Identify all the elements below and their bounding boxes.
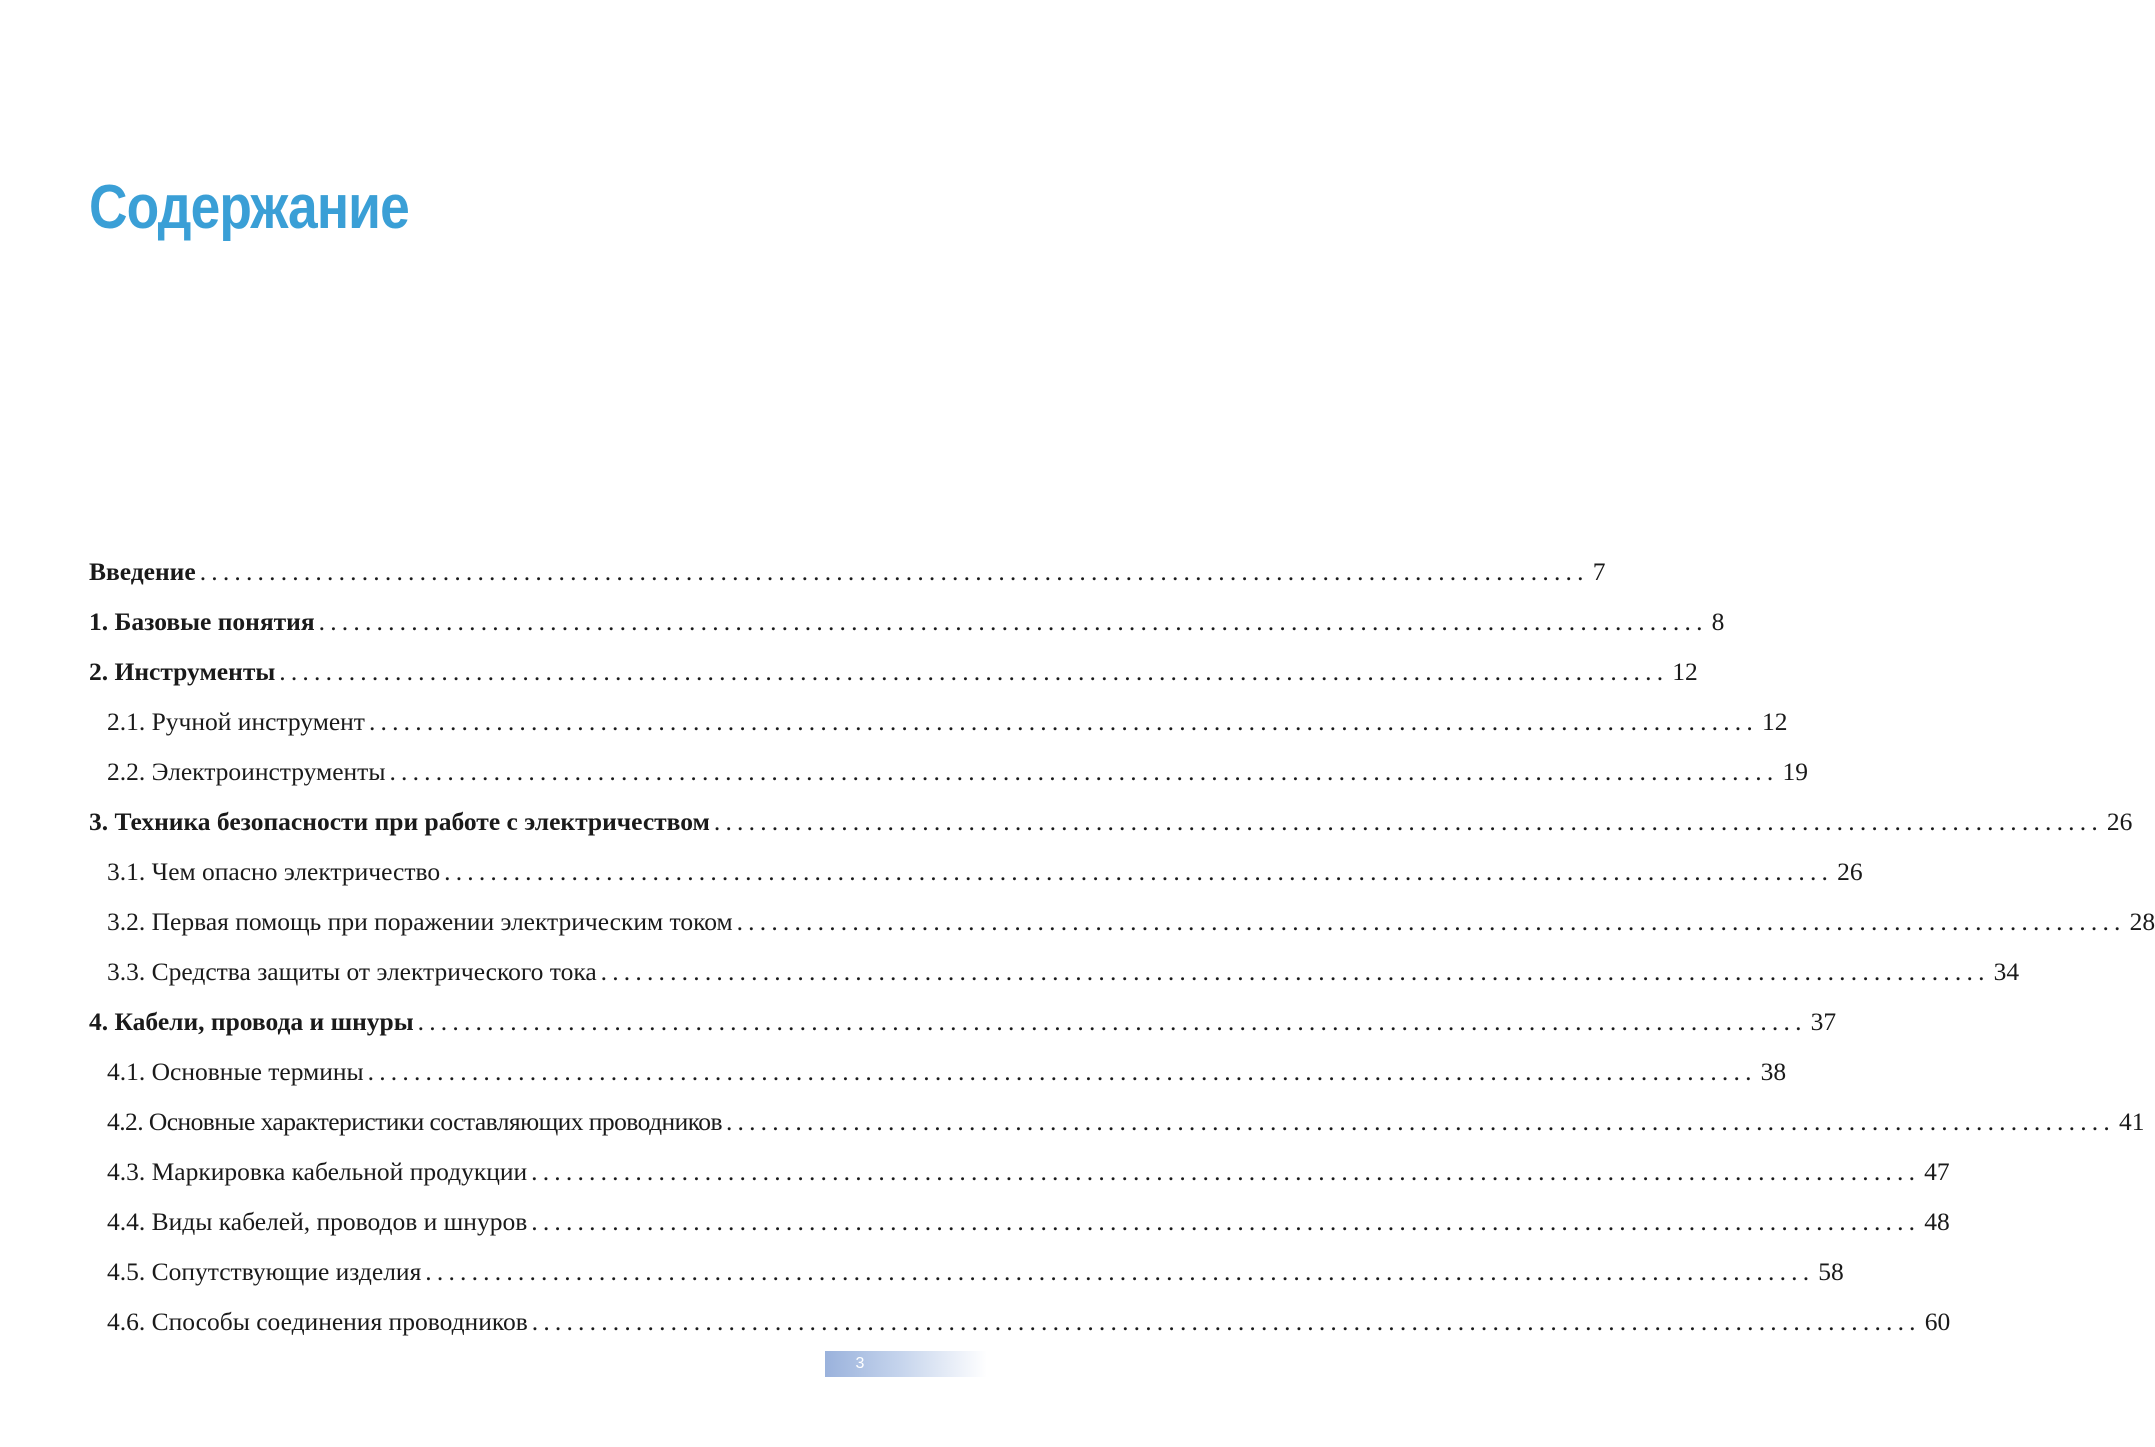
toc-entry-title: 4.3. Маркировка кабельной продукции: [107, 1157, 528, 1186]
toc-dot-leader: ........................................................................................................................: [736, 907, 2126, 936]
toc-page-number: 41: [2118, 1107, 2145, 1136]
toc-dot-leader: ........................................................................................................................: [531, 1157, 1921, 1186]
table-of-contents: [89, 547, 2155, 1347]
toc-entry-title: 4.4. Виды кабелей, проводов и шнуров: [107, 1207, 528, 1236]
toc-page-number: 7: [1592, 557, 1606, 586]
toc-entry-title: 3.2. Первая помощь при поражении электрическим током: [107, 907, 733, 936]
toc-page-number: 37: [1810, 1007, 1837, 1036]
toc-dot-leader: ........................................................................................................................: [713, 807, 2103, 836]
toc-page-number: 58: [1818, 1257, 1844, 1286]
toc-entry-title: Введение: [89, 557, 196, 586]
toc-entry[interactable]: [89, 647, 1698, 697]
toc-page-number: 47: [1924, 1157, 1950, 1186]
toc-page-number: 12: [1761, 707, 1788, 736]
toc-page-number: 48: [1924, 1207, 1950, 1236]
page-number: 3: [855, 1355, 865, 1372]
toc-subentry[interactable]: [89, 897, 2155, 947]
toc-dot-leader: ........................................................................................................................: [531, 1307, 1921, 1336]
toc-dot-leader: ........................................................................................................................: [531, 1207, 1921, 1236]
toc-dot-leader: ........................................................................................................................: [279, 657, 1669, 686]
toc-subentry[interactable]: [89, 1047, 1787, 1097]
toc-entry-title: 4.1. Основные термины: [107, 1057, 364, 1086]
toc-entry-title: 3.3. Средства защиты от электрического тока: [107, 957, 597, 986]
toc-page-number: 26: [2106, 807, 2133, 836]
page-number-tab: [825, 1351, 987, 1377]
toc-subentry[interactable]: [89, 1147, 1950, 1197]
toc-entry[interactable]: [89, 997, 1837, 1047]
toc-dot-leader: ........................................................................................................................: [367, 1057, 1757, 1086]
toc-subentry[interactable]: [89, 697, 1788, 747]
toc-page-number: 26: [1837, 857, 1863, 886]
toc-dot-leader: ........................................................................................................................: [368, 707, 1758, 736]
toc-dot-leader: ........................................................................................................................: [389, 757, 1779, 786]
toc-entry[interactable]: [89, 797, 2133, 847]
toc-entry-title: 2.1. Ручной инструмент: [107, 707, 365, 736]
toc-page-number: 28: [2129, 907, 2155, 936]
toc-page-number: 60: [1924, 1307, 1951, 1336]
toc-dot-leader: ........................................................................................................................: [318, 607, 1708, 636]
toc-page-number: 38: [1760, 1057, 1787, 1086]
toc-dot-leader: ........................................................................................................................: [444, 857, 1834, 886]
toc-subentry[interactable]: [89, 847, 1863, 897]
toc-page-number: 34: [1993, 957, 2020, 986]
toc-dot-leader: ........................................................................................................................: [600, 957, 1990, 986]
toc-entry-title: 4.2. Основные характеристики составляющих проводников: [107, 1107, 722, 1136]
toc-subentry[interactable]: [89, 1297, 1951, 1347]
toc-subentry[interactable]: [89, 947, 2020, 997]
toc-entry[interactable]: [89, 547, 1606, 597]
toc-entry-title: 3. Техника безопасности при работе с электричеством: [89, 807, 710, 836]
toc-entry-title: 1. Базовые понятия: [89, 607, 315, 636]
toc-subentry[interactable]: [89, 1197, 1950, 1247]
toc-dot-leader: ........................................................................................................................: [425, 1257, 1815, 1286]
toc-entry-title: 3.1. Чем опасно электричество: [107, 857, 441, 886]
toc-page-number: 19: [1782, 757, 1808, 786]
toc-page-number: 8: [1711, 607, 1725, 636]
toc-entry-title: 4. Кабели, провода и шнуры: [89, 1007, 414, 1036]
toc-page-number: 12: [1672, 657, 1698, 686]
toc-entry-title: 4.6. Способы соединения проводников: [107, 1307, 528, 1336]
toc-entry-title: 4.5. Сопутствующие изделия: [107, 1257, 422, 1286]
toc-subentry[interactable]: [89, 747, 1808, 797]
toc-dot-leader: ........................................................................................................................: [725, 1107, 2115, 1136]
toc-subentry[interactable]: [89, 1097, 2145, 1147]
toc-subentry[interactable]: [89, 1247, 1844, 1297]
toc-dot-leader: ........................................................................................................................: [199, 557, 1589, 586]
toc-entry-title: 2. Инструменты: [89, 657, 276, 686]
toc-entry-title: 2.2. Электроинструменты: [107, 757, 386, 786]
page-title: Содержание: [89, 173, 409, 242]
toc-dot-leader: ........................................................................................................................: [417, 1007, 1807, 1036]
toc-entry[interactable]: [89, 597, 1725, 647]
